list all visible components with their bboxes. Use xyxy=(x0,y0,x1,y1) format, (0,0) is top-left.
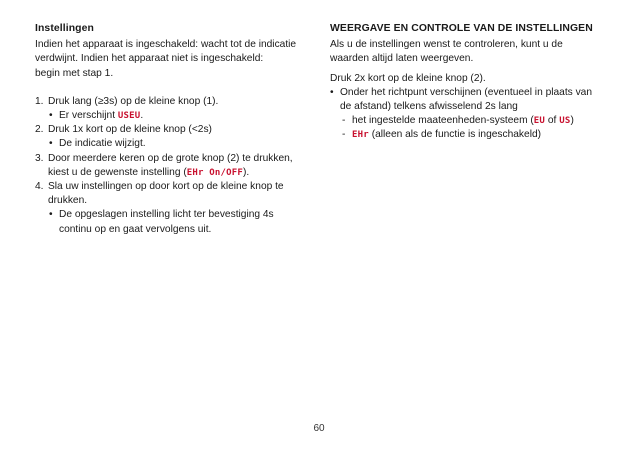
step-text: Druk lang (≥3s) op de kleine knop (1). xyxy=(48,95,219,107)
section-heading-settings: Instellingen xyxy=(35,23,94,34)
section-heading-display-check: WEERGAVE EN CONTROLE VAN DE INSTELLINGEN xyxy=(330,23,593,34)
intro-line: waarden altijd laten weergeven. xyxy=(330,53,474,65)
bullet-text: Er verschijnt xyxy=(59,110,118,122)
step-1-bullet: • Er verschijnt USEU. xyxy=(35,109,307,123)
bullet-text: De opgeslagen instelling licht ter bevestiging 4s xyxy=(59,209,274,221)
lcd-display-text: US xyxy=(559,116,571,127)
right-bullet: • Onder het richtpunt verschijnen (eventueel in plaats van de afstand) telkens afwisselend 2s lang xyxy=(330,86,605,114)
intro-line: Indien het apparaat is ingeschakeld: wacht tot de indicatie xyxy=(35,39,297,51)
step-1 xyxy=(35,95,307,109)
dash-icon: - xyxy=(342,129,346,141)
step-3: 3. Door meerdere keren op de grote knop (2) te drukken, kiest u de gewenste instelling (EHr On/OFF). xyxy=(35,152,307,180)
left-column xyxy=(35,22,307,237)
step-text: Sla uw instellingen op door kort op de kleine knop te xyxy=(48,181,284,193)
step-number: 3. xyxy=(35,152,44,164)
bullet-text: De indicatie wijzigt. xyxy=(59,138,146,150)
step-text: Druk 1x kort op de kleine knop (<2s) xyxy=(48,124,212,136)
step-4-bullet: • De opgeslagen instelling licht ter bevestiging 4s continu op en gaat vervolgens uit. xyxy=(35,208,307,236)
step-4: 4. Sla uw instellingen op door kort op de kleine knop te drukken. xyxy=(35,180,307,208)
step-2-bullet xyxy=(35,137,307,151)
dash-icon: - xyxy=(342,115,346,127)
bullet-icon: • xyxy=(49,209,53,221)
step-number: 1. xyxy=(35,95,44,107)
step-text: Door meerdere keren op de grote knop (2) te drukken, xyxy=(48,152,293,164)
intro-line: begin met stap 1. xyxy=(35,67,114,79)
lcd-display-text: EHr xyxy=(352,130,369,141)
lcd-display-text: EU xyxy=(533,116,546,127)
lcd-display-text: USEU xyxy=(117,111,141,122)
lcd-display-text: EHr On/OFF xyxy=(186,167,243,178)
dash-item-unit-system: - het ingestelde maateenheden-systeem (EU of US) xyxy=(330,114,605,128)
step-number: 4. xyxy=(35,181,44,193)
step-number: 2. xyxy=(35,124,44,136)
bullet-icon: • xyxy=(330,86,334,98)
page-number: 60 xyxy=(313,423,325,434)
right-column xyxy=(330,22,605,143)
bullet-icon: • xyxy=(49,138,53,150)
intro-line: Als u de instellingen wenst te controleren, kunt u de xyxy=(330,39,563,51)
step-text: Druk 2x kort op de kleine knop (2). xyxy=(330,72,486,84)
intro-line: verdwijnt. Indien het apparaat niet is ingeschakeld: xyxy=(35,53,264,65)
bullet-text: Onder het richtpunt verschijnen (eventueel in plaats van xyxy=(340,86,593,98)
step-2 xyxy=(35,123,307,137)
dash-item-ehr: - EHr (alleen als de functie is ingeschakeld) xyxy=(330,128,605,142)
bullet-icon: • xyxy=(49,110,53,122)
